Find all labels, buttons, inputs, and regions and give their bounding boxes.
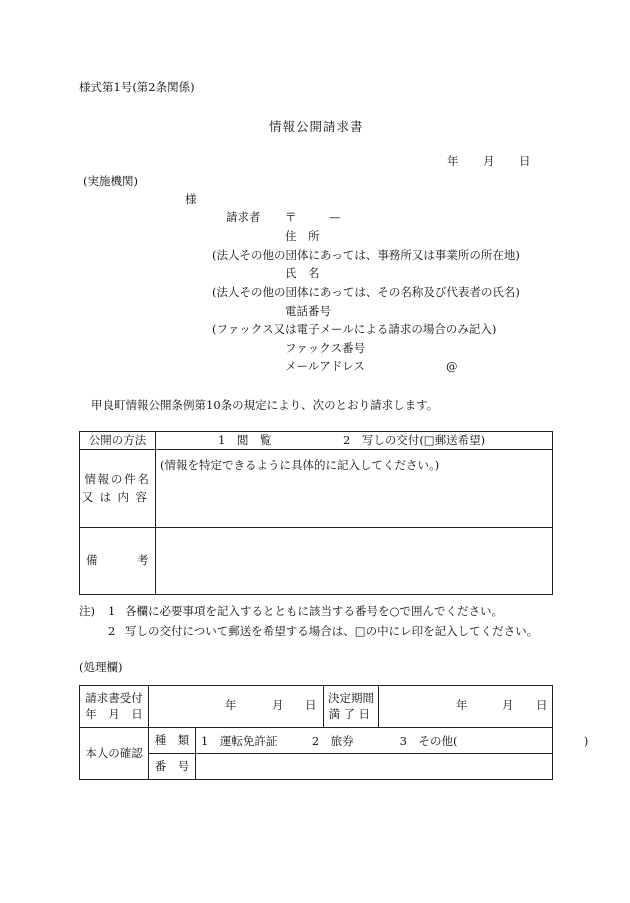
subject-row [80, 450, 553, 528]
agency-label: (実施機関) [83, 174, 138, 188]
processing-table [79, 685, 589, 780]
notes-prefix: 注) [79, 604, 95, 618]
identity-label: 本人の確認 [80, 728, 149, 780]
method-option-view[interactable]: 1 閲 覧 [218, 433, 272, 447]
received-label-line2: 年 月 日 [85, 706, 143, 721]
subject-label-cell [80, 450, 156, 528]
email-label: メールアドレス [285, 359, 365, 373]
number-label: 番 号 [149, 754, 196, 780]
type-label: 種 類 [149, 728, 196, 754]
request-table [79, 431, 553, 595]
remarks-label-left: 備 [86, 553, 98, 567]
deadline-label-line1: 決定期間 [328, 690, 374, 705]
deadline-label-cell [324, 686, 379, 728]
fax-label: ファックス番号 [285, 341, 366, 355]
honorific-label: 様 [185, 192, 197, 206]
method-row [80, 432, 553, 450]
identity-number-row [80, 754, 553, 780]
remarks-row [80, 528, 553, 595]
received-label-cell [80, 686, 149, 728]
subject-label-line1: 情報の件名 [84, 471, 151, 486]
subject-label-line2: 又は内容 [81, 489, 154, 504]
received-day-label: 日 [305, 698, 317, 712]
phone-label: 電話番号 [285, 304, 331, 318]
address-label: 住 所 [285, 229, 320, 243]
date-year-label: 年 [447, 154, 459, 168]
processing-date-row [80, 686, 553, 728]
remarks-label-right: 考 [137, 553, 149, 567]
form-number: 様式第1号(第2条関係) [79, 80, 195, 94]
date-month-label: 月 [483, 154, 495, 168]
received-date-cell[interactable] [149, 686, 324, 728]
note-1-number: 1 [108, 604, 116, 618]
fax-email-note: (ファックス又は電子メールによる請求の場合のみ記入) [212, 322, 497, 336]
subject-hint: (情報を特定できるように具体的に記入してください。) [160, 458, 440, 472]
document-title: 情報公開請求書 [269, 119, 364, 134]
received-year-label: 年 [225, 698, 237, 712]
postal-dash: — [329, 210, 341, 224]
processing-section-label: (処理欄) [79, 660, 123, 674]
remarks-input-cell[interactable] [156, 528, 553, 595]
method-option-copy[interactable]: 2 写しの交付(□郵送希望) [343, 433, 486, 447]
method-label: 公開の方法 [80, 432, 156, 450]
date-day-label: 日 [519, 154, 531, 168]
type-options: 1 運転免許証 2 旅券 3 その他( ) [201, 733, 589, 748]
email-at-mark: @ [446, 359, 458, 373]
deadline-label-line2: 満了日 [328, 706, 374, 721]
postal-mark: 〒 [285, 210, 297, 224]
deadline-day-label: 日 [536, 698, 548, 712]
note-2-number: 2 [108, 624, 116, 638]
request-statement: 甲良町情報公開条例第10条の規定により、次のとおり請求します。 [91, 398, 439, 412]
deadline-year-label: 年 [456, 698, 468, 712]
subject-input-cell[interactable] [156, 450, 553, 528]
received-label-line1: 請求書受付 [85, 690, 143, 705]
identity-type-row [80, 728, 553, 754]
address-note: (法人その他の団体にあっては、事務所又は事業所の所在地) [212, 248, 520, 262]
name-note: (法人その他の団体にあっては、その名称及び代表者の氏名) [212, 285, 520, 299]
note-1-text: 各欄に必要事項を記入するとともに該当する番号を○で囲んでください。 [125, 604, 504, 618]
requester-label: 請求者 [226, 210, 261, 224]
deadline-date-cell[interactable] [379, 686, 553, 728]
deadline-month-label: 月 [502, 698, 514, 712]
received-month-label: 月 [272, 698, 284, 712]
method-options-cell [156, 432, 553, 450]
remarks-label-cell [80, 528, 156, 595]
type-options-cell[interactable] [196, 728, 589, 754]
note-2-text: 写しの交付について郵送を希望する場合は、□の中にレ印を記入してください。 [125, 624, 539, 638]
name-label: 氏 名 [285, 266, 320, 280]
id-number-input-cell[interactable] [196, 754, 553, 780]
